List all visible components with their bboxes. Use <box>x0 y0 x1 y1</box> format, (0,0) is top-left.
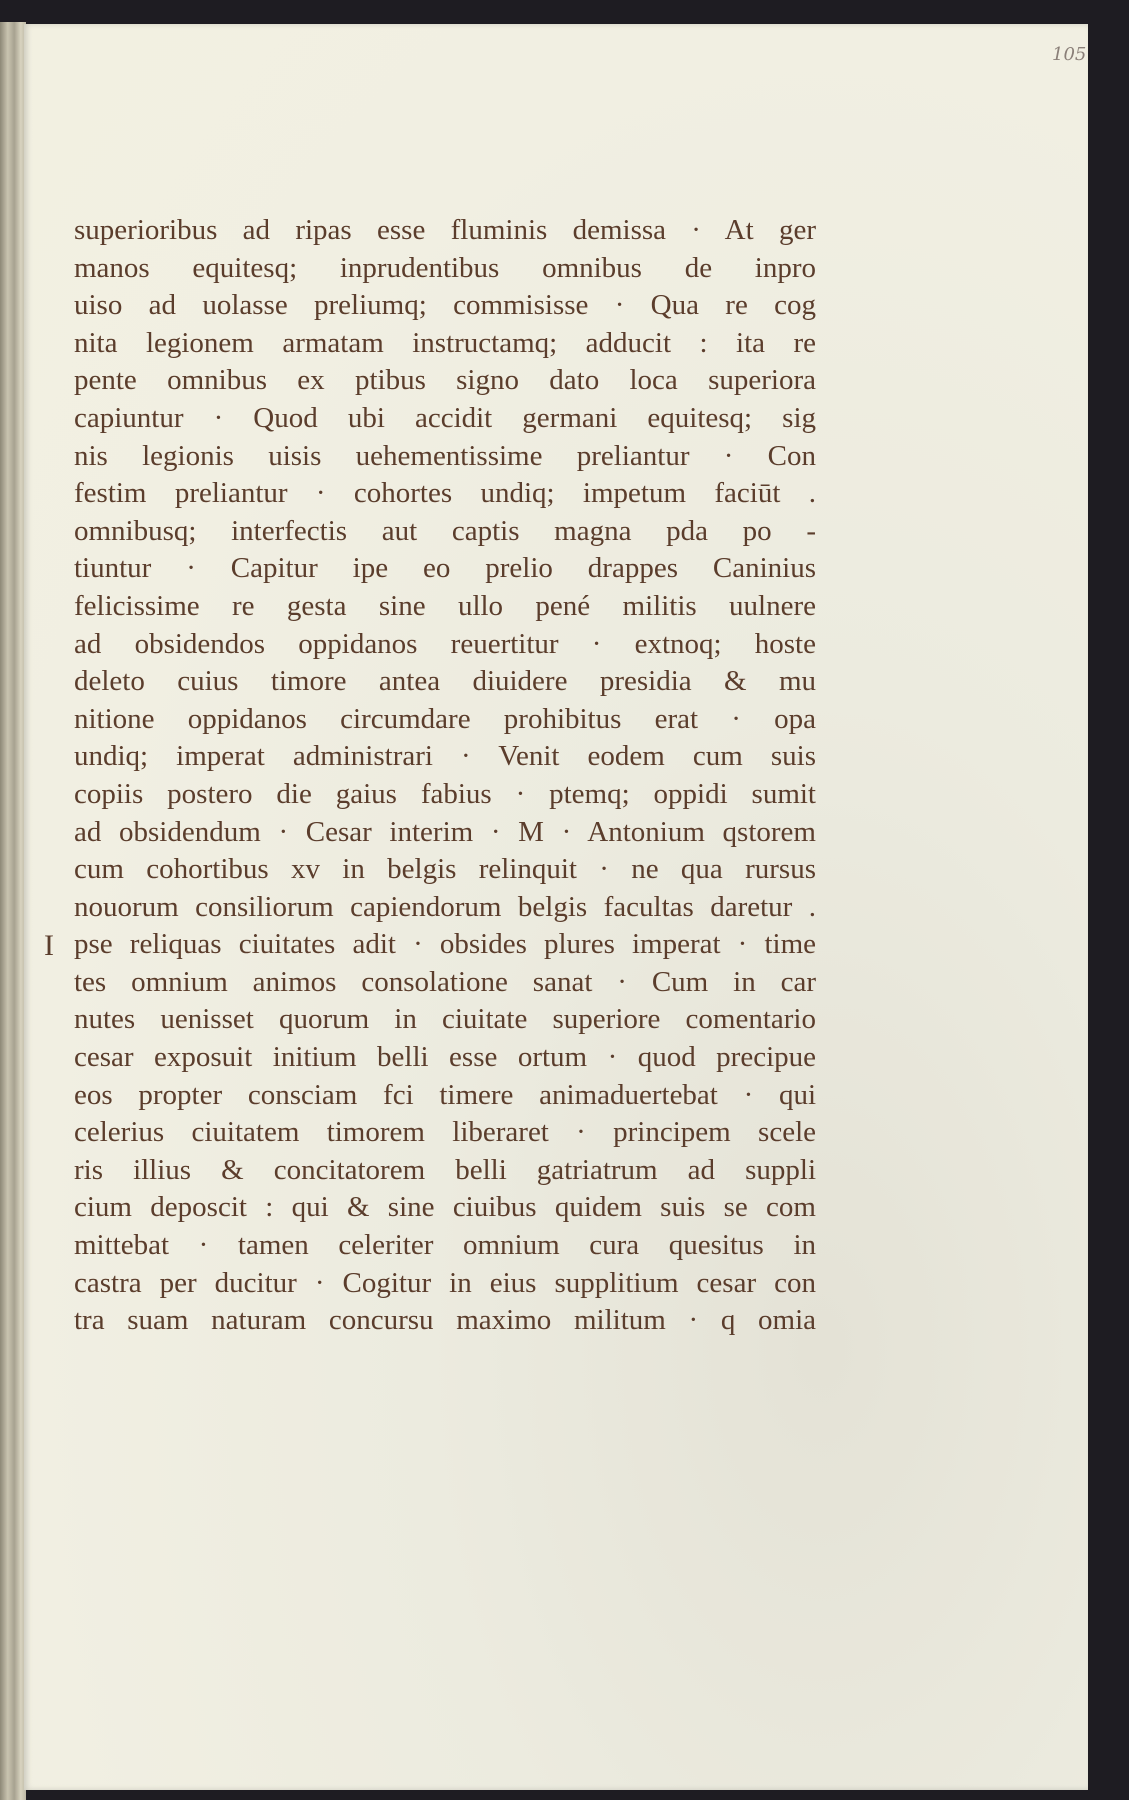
text-line: nita legionem armatam instructamq; adducit : ita re <box>74 326 816 359</box>
text-line: capiuntur · Quod ubi accidit germani equitesq; sig <box>74 401 816 434</box>
text-line: pse reliquas ciuitates adit · obsides plures imperat · time <box>74 928 816 961</box>
text-line: undiq; imperat administrari · Venit eodem cum suis <box>74 740 816 773</box>
text-line: tiuntur · Capitur ipe eo prelio drappes Caninius <box>74 552 816 585</box>
text-line: festim preliantur · cohortes undiq; impetum faciūt . <box>74 477 816 510</box>
text-line: uiso ad uolasse preliumq; commisisse · Qua re cog <box>74 289 816 322</box>
text-line: tes omnium animos consolatione sanat · Cum in car <box>74 965 816 998</box>
text-line: felicissime re gesta sine ullo pené militis uulnere <box>74 589 816 622</box>
text-line: mittebat · tamen celeriter omnium cura quesitus in <box>74 1229 816 1262</box>
text-line: copiis postero die gaius fabius · ptemq; oppidi sumit <box>74 777 816 810</box>
manuscript-text-block <box>74 212 816 1340</box>
text-line: tra suam naturam concursu maximo militum · q omia <box>74 1304 816 1337</box>
text-line: pente omnibus ex ptibus signo dato loca superiora <box>74 364 816 397</box>
text-line: nouorum consiliorum capiendorum belgis facultas daretur . <box>74 890 816 923</box>
text-line: deleto cuius timore antea diuidere presidia & mu <box>74 665 816 698</box>
book-page-edges <box>0 22 26 1800</box>
text-line: omnibusq; interfectis aut captis magna pda po - <box>74 514 816 547</box>
text-line: cium deposcit : qui & sine ciuibus quidem suis se com <box>74 1191 816 1224</box>
text-line: nis legionis uisis uehementissime preliantur · Con <box>74 439 816 472</box>
text-line: nutes uenisset quorum in ciuitate superiore comentario <box>74 1003 816 1036</box>
text-line: manos equitesq; inprudentibus omnibus de inpro <box>74 251 816 284</box>
text-line: nitione oppidanos circumdare prohibitus erat · opa <box>74 702 816 735</box>
text-line: castra per ducitur · Cogitur in eius supplitium cesar con <box>74 1266 816 1299</box>
text-line: ris illius & concitatorem belli gatriatrum ad suppli <box>74 1153 816 1186</box>
text-line: cesar exposuit initium belli esse ortum · quod precipue <box>74 1041 816 1074</box>
marginal-initial: I <box>44 929 54 962</box>
text-line: eos propter consciam fci timere animaduertebat · qui <box>74 1078 816 1111</box>
text-line: celerius ciuitatem timorem liberaret · principem scele <box>74 1116 816 1149</box>
text-line: superioribus ad ripas esse fluminis demissa · At ger <box>74 214 816 246</box>
text-line: ad obsidendum · Cesar interim · M · Antonium qstorem <box>74 815 816 848</box>
text-line: cum cohortibus xv in belgis relinquit · ne qua rursus <box>74 853 816 886</box>
text-line: ad obsidendos oppidanos reuertitur · extnoq; hoste <box>74 627 816 660</box>
folio-number: 105 <box>1052 44 1087 65</box>
